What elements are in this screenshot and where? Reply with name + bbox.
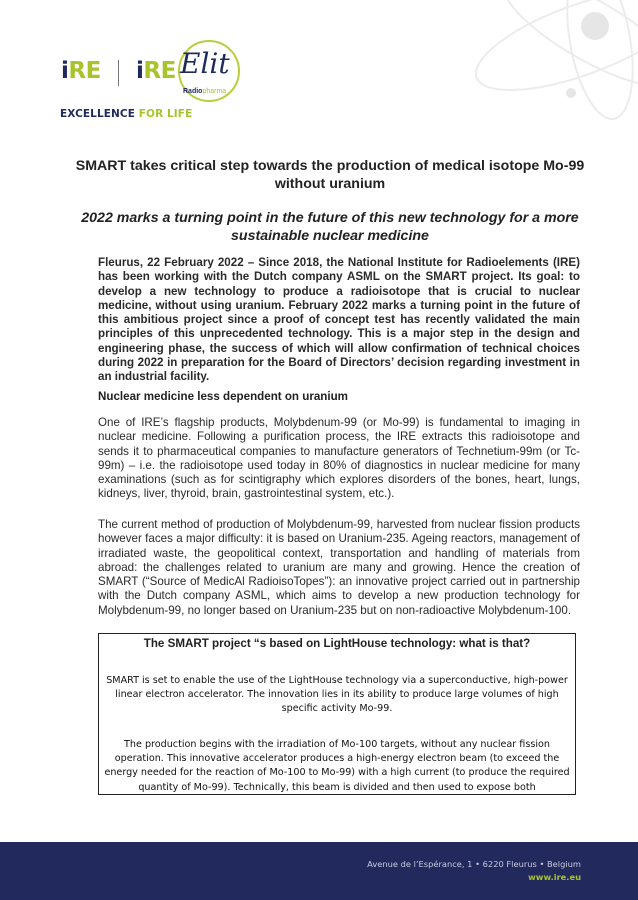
section-heading: Nuclear medicine less dependent on uranium [98, 390, 348, 403]
logo-pharma: pharma [202, 88, 227, 95]
tagline-part2: FOR LIFE [138, 108, 193, 120]
logo-ire-re: RE [68, 58, 101, 84]
ire-logo [61, 60, 101, 83]
tagline [60, 108, 192, 120]
ireelit-logo [136, 60, 176, 83]
footer-bar [0, 842, 638, 900]
lead-paragraph: Fleurus, 22 February 2022 – Since 2018, the National Institute for Radioelements (IRE) has been working with the Dutch company ASML on the SMART project. Its goal: to develop a new technology to produce a radioisotope that is crucial to nuclear medicine, without using uranium. February 2022 marks a turning point in the future of this ambitious project since a proof of concept test has recently validated the main principles of this unprecedented technology. This is a major step in the design and engineering phase, the success of which will allow confirmation of technical choices during 2022 in preparation for the Board of Directors’ decision regarding investment in an industrial facility. [98, 256, 580, 384]
info-box-paragraph-2: The production begins with the irradiation of Mo-100 targets, without any nuclear fission operation. This innovative accelerator produces a high-energy electron beam (to exceed the energy needed for the reaction of Mo-100 to Mo-99) with a high current (to produce the required quantity of Mo-99). Technically, this beam is divided and then used to expose both [104, 739, 570, 793]
logo-radiopharma-text [183, 88, 226, 95]
info-box [98, 633, 576, 795]
document-subtitle: 2022 marks a turning point in the future of this new technology for a more sustainable nuclear medicine [81, 210, 579, 244]
document-title: SMART takes critical step towards the production of medical isotope Mo-99 without uranium [75, 158, 585, 192]
info-box-title: The SMART project “s based on LightHouse technology: what is that? [143, 637, 531, 650]
body-paragraph-2: The current method of production of Molybdenum-99, harvested from nuclear fission products however faces a major difficulty: it is based on Uranium-235. Ageing reactors, management of irradiated waste, the geopolitical context, transportation and handling of materials from abroad: the challenges related to uranium are many and growing. Hence the creation of SMART (“Source of MedicAl RadioisoTopes”): an innovative project carried out in partnership with the Dutch company ASML, which aims to develop a new production technology for Molybdenum-99, no longer based on Uranium-235 but on non-radioactive Molybdenum-100. [98, 518, 580, 617]
tagline-part1: EXCELLENCE [60, 108, 135, 120]
logo-ireelit-i: i [136, 58, 144, 84]
logo-elit-text: Elit [180, 47, 230, 80]
logo-divider [118, 60, 119, 86]
footer-address: Avenue de l’Espérance, 1 • 6220 Fleurus • Belgium [367, 859, 581, 869]
logo-ireelit-re: RE [143, 58, 176, 84]
body-paragraph-1: One of IRE’s flagship products, Molybdenum-99 (or Mo-99) is fundamental to imaging in nuclear medicine. Following a purification process, the IRE extracts this radioisotope and sends it to pharmaceutical companies to manufacture generators of Technetium-99m (or Tc-99m) – i.e. the radioisotope used today in 80% of diagnostics in nuclear medicine for many examinations (such as for scintigraphy which explores disorders of the bones, heart, lungs, kidneys, liver, thyroid, brain, gastrointestinal system, etc.). [98, 416, 580, 501]
logo-radio: Radio [183, 88, 203, 95]
info-box-paragraph-1: SMART is set to enable the use of the LightHouse technology via a superconductive, high-power linear electron accelerator. The innovation lies in its ability to produce large volumes of high specific activity Mo-99. [106, 675, 568, 715]
logo-ire-i: i [61, 58, 69, 84]
footer-website-link[interactable]: www.ire.eu [528, 872, 581, 882]
